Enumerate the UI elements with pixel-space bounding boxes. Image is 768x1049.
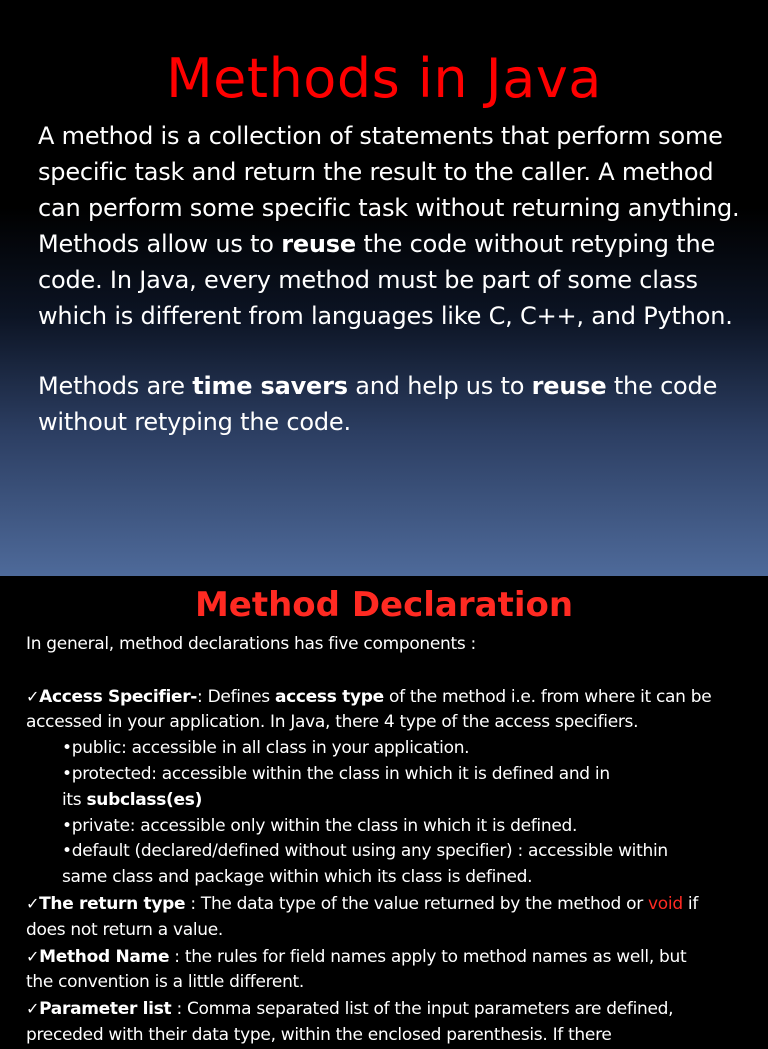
bold-reuse: reuse bbox=[281, 230, 356, 258]
bold-access-type: access type bbox=[274, 686, 384, 707]
text-run: Methods are bbox=[38, 372, 193, 400]
parameter-list-line bbox=[26, 996, 746, 1023]
access-specifier-line-2: accessed in your application. In Java, there 4 type of the access specifiers. bbox=[26, 712, 639, 733]
bullet-private: •private: accessible only within the class in which it is defined. bbox=[62, 815, 578, 836]
bullet-protected-cont bbox=[26, 788, 746, 814]
text-run: if bbox=[682, 893, 699, 914]
paragraph-method-definition bbox=[38, 118, 743, 334]
method-name-label: Method Name bbox=[39, 946, 170, 967]
method-name-line bbox=[26, 944, 746, 971]
bold-subclasses: subclass(es) bbox=[86, 789, 203, 810]
return-type-line bbox=[26, 891, 746, 918]
parameter-list-line-2: preceded with their data type, within the enclosed parenthesis. If there bbox=[26, 1024, 612, 1045]
text-run: : Comma separated list of the input parameters are defined, bbox=[171, 999, 674, 1020]
bullet-protected: •protected: accessible within the class in which it is defined and in bbox=[62, 763, 610, 784]
slide-method-declaration bbox=[0, 576, 768, 1045]
text-run: the code without retyping the code. bbox=[38, 372, 718, 436]
text-run: : the rules for field names apply to method names as well, but bbox=[169, 946, 687, 967]
checkmark-icon: ✓ bbox=[26, 686, 40, 706]
text-run: : Defines bbox=[197, 686, 275, 707]
access-specifier-line bbox=[26, 684, 746, 711]
slide-title: Method Declaration bbox=[194, 585, 574, 625]
return-type-line-2: does not return a value. bbox=[26, 919, 223, 940]
checkmark-icon: ✓ bbox=[26, 999, 40, 1019]
text-run: and help us to bbox=[347, 372, 532, 400]
text-run: its bbox=[62, 789, 87, 810]
method-name-line-2: the convention is a little different. bbox=[26, 972, 305, 993]
access-specifier-label: Access Specifier- bbox=[39, 686, 198, 707]
slide-title: Methods in Java bbox=[166, 47, 602, 110]
intro-line: In general, method declarations has five components : bbox=[26, 634, 476, 654]
slide-body bbox=[38, 118, 743, 440]
text-run: the code without retyping the code. In Java, every method must be part of some class which is different from languages like C, C++, and Python. bbox=[38, 230, 733, 330]
text-run: A method is a collection of statements that perform some specific task and return the result to the caller. A method can perform some specific task without returning anything. Methods allow us to bbox=[38, 122, 740, 258]
bullet-default: •default (declared/defined without using any specifier) : accessible within bbox=[62, 841, 668, 862]
bold-reuse: reuse bbox=[531, 372, 607, 400]
checkmark-icon: ✓ bbox=[26, 946, 40, 966]
bullet-default-cont: same class and package within which its class is defined. bbox=[62, 867, 533, 888]
bold-time-savers: time savers bbox=[192, 372, 348, 400]
spacer bbox=[26, 658, 746, 684]
bullet-public: •public: accessible in all class in your application. bbox=[62, 738, 470, 759]
text-run: of the method i.e. from where it can be bbox=[383, 686, 712, 707]
parameter-list-label: Parameter list bbox=[39, 999, 172, 1020]
checkmark-icon: ✓ bbox=[26, 893, 40, 913]
paragraph-time-savers bbox=[38, 368, 743, 440]
void-keyword: void bbox=[648, 893, 683, 914]
return-type-label: The return type bbox=[39, 893, 186, 914]
slide-body bbox=[26, 632, 746, 1049]
text-run: : The data type of the value returned by the method or bbox=[185, 893, 649, 914]
